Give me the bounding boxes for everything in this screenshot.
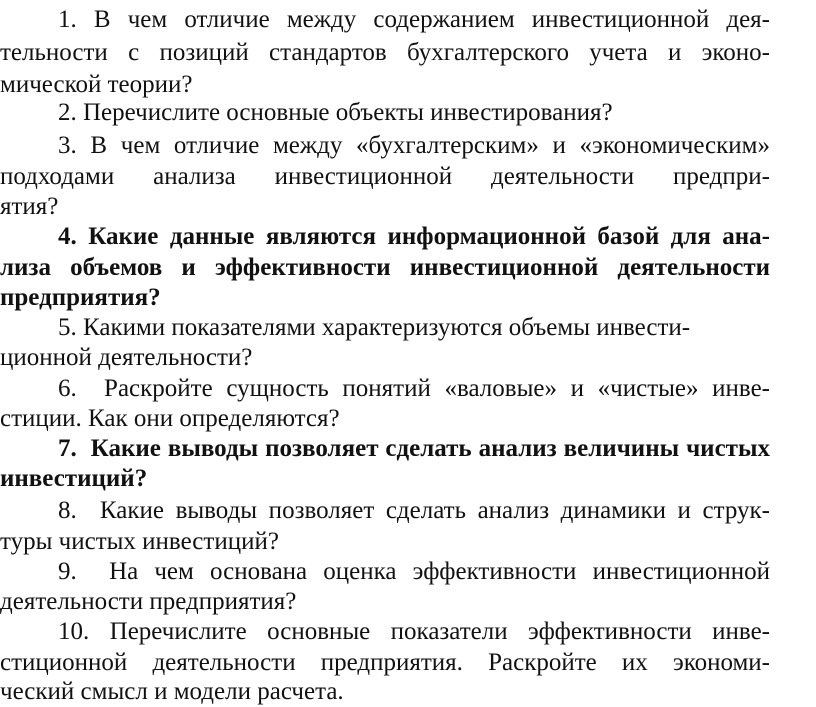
question-8-line-1: 8. Какие выводы позволяет сделать анализ динамики и струк-	[58, 497, 770, 524]
question-5-number: 5.	[58, 314, 77, 341]
question-10-line-3: ческий смысл и модели расчета.	[0, 678, 344, 705]
question-7-line-2: инвестиций?	[0, 465, 148, 492]
question-9-line-1: 9. На чем основана оценка эффективности инвестиционной	[58, 558, 770, 585]
question-1-line-2: тельности с позиций стандартов бухгалтерского учета и эконо-	[0, 39, 770, 66]
question-1-number: 1.	[58, 6, 77, 33]
question-3-number: 3.	[58, 132, 77, 159]
question-5-line-2: ционной деятельности?	[0, 344, 253, 371]
question-1-line-1: 1. В чем отличие между содержанием инвестиционной дея-	[58, 6, 770, 33]
question-5-line-1: 5. Какими показателями характеризуются объемы инвести-	[58, 314, 691, 341]
question-10-line-1: 10. Перечислите основные показатели эффективности инве-	[58, 618, 771, 645]
question-6-line-2: стиции. Как они определяются?	[0, 405, 340, 432]
question-6-number: 6.	[58, 375, 77, 402]
question-8-number: 8.	[58, 497, 77, 524]
question-4-line-1: 4. Какие данные являются информационной базой для ана-	[58, 223, 771, 250]
question-4-line-3: предприятия?	[0, 284, 161, 311]
question-3-line-2: подходами анализа инвестиционной деятельности предпри-	[0, 163, 770, 190]
question-2-number: 2.	[58, 99, 77, 126]
question-7-number: 7.	[58, 435, 77, 462]
question-7-line-1: 7. Какие выводы позволяет сделать анализ величины чистых	[58, 435, 770, 462]
question-4-number: 4.	[58, 223, 77, 250]
question-9-line-2: деятельности предприятия?	[0, 588, 297, 615]
question-10-line-2: стиционной деятельности предприятия. Раскройте их экономи-	[0, 649, 770, 676]
question-9-number: 9.	[58, 558, 77, 585]
question-3-line-3: ятия?	[0, 193, 59, 220]
question-10-number: 10.	[58, 618, 90, 645]
question-2-line-1: 2. Перечислите основные объекты инвестирования?	[58, 99, 613, 126]
question-3-line-1: 3. В чем отличие между «бухгалтерским» и «экономическим»	[58, 132, 770, 159]
question-6-line-1: 6. Раскройте сущность понятий «валовые» и «чистые» инве-	[58, 375, 770, 402]
question-4-line-2: лиза объемов и эффективности инвестиционной деятельности	[0, 254, 770, 281]
question-1-line-3: мической теории?	[0, 71, 193, 98]
question-8-line-2: туры чистых инвестиций?	[0, 528, 279, 555]
